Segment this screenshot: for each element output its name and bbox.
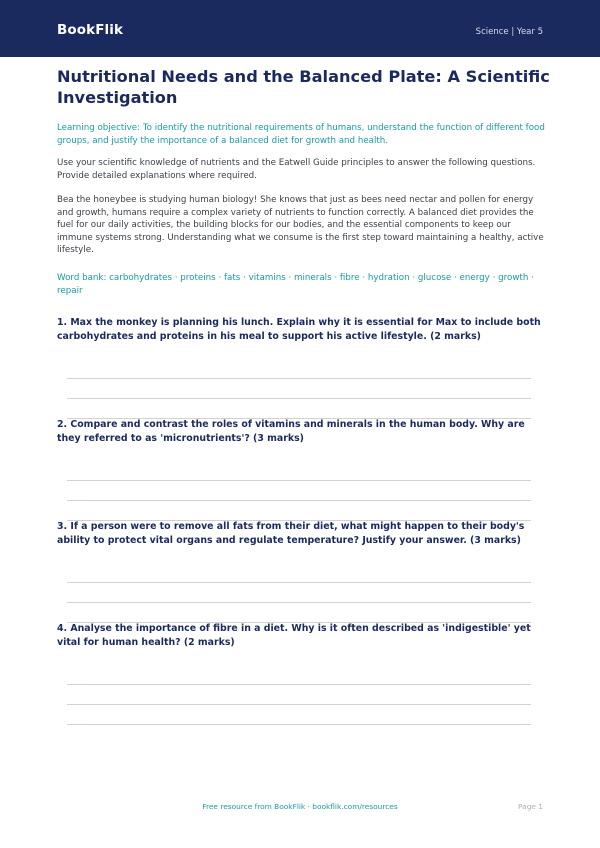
- answer-line[interactable]: [67, 500, 531, 501]
- answer-line[interactable]: [67, 724, 531, 725]
- answer-line[interactable]: [67, 398, 531, 399]
- question-4: 4. Analyse the importance of fibre in a diet. Why is it often described as 'indigestible' yet vital for human health? (2 marks): [57, 623, 531, 648]
- answer-line[interactable]: [67, 378, 531, 379]
- answer-line[interactable]: [67, 602, 531, 603]
- page-number: Page 1: [518, 802, 543, 811]
- subject-year-label: Science | Year 5: [475, 27, 543, 37]
- question-1: 1. Max the monkey is planning his lunch. Explain why it is essential for Max to include both carbohydrates and proteins in his meal to support his active lifestyle. (2 marks): [57, 317, 541, 342]
- learning-objective: Learning objective: To identify the nutritional requirements of humans, understand the function of different food groups, and justify the importance of a balanced diet for growth and health.: [57, 123, 545, 146]
- question-3: 3. If a person were to remove all fats from their diet, what might happen to their body's ability to protect vital organs and regulate temperature? Justify your answer. (3 marks): [57, 521, 525, 546]
- answer-line[interactable]: [67, 704, 531, 705]
- footer-link[interactable]: Free resource from BookFlik · bookflik.com/resources: [202, 802, 398, 811]
- intro-paragraph: Bea the honeybee is studying human biology! She knows that just as bees need nectar and pollen for energy and growth, humans require a complex variety of nutrients to function correctly. A balanced diet provides the fuel for our daily activities, the building blocks for our bodies, and the essential components to keep our immune systems strong. Understanding what we consume is the first step toward maintaining a healthy, active lifestyle.: [57, 195, 544, 255]
- brand-logo: BookFlik: [57, 22, 124, 38]
- answer-line[interactable]: [67, 480, 531, 481]
- page-title: Nutritional Needs and the Balanced Plate: A Scientific Investigation: [57, 67, 550, 107]
- page-header: [0, 0, 600, 57]
- instructions: Use your scientific knowledge of nutrients and the Eatwell Guide principles to answer the following questions. Provide detailed explanations where required.: [57, 158, 536, 181]
- question-2: 2. Compare and contrast the roles of vitamins and minerals in the human body. Why are they referred to as 'micronutrients'? (3 marks): [57, 419, 525, 444]
- answer-line[interactable]: [67, 684, 531, 685]
- answer-line[interactable]: [67, 582, 531, 583]
- word-bank: Word bank: carbohydrates · proteins · fats · vitamins · minerals · fibre · hydration · glucose · energy · growth · repair: [57, 273, 534, 296]
